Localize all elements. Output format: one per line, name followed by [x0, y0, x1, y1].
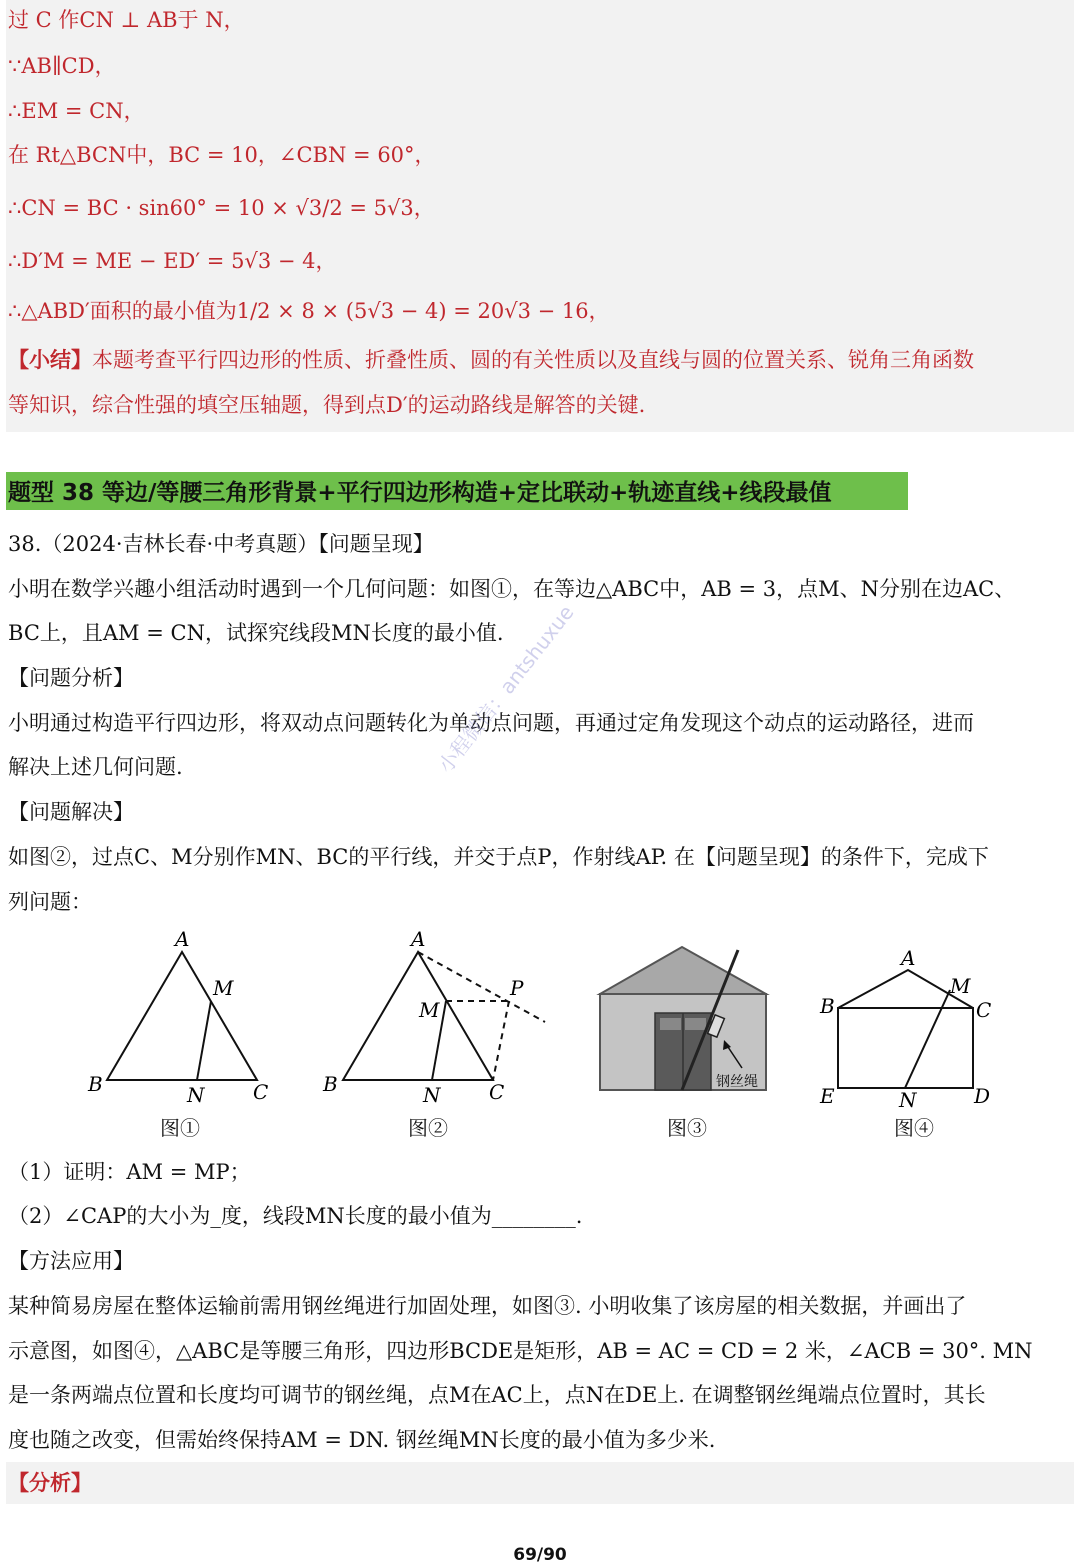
fig1-label-a: A	[175, 927, 190, 951]
problem-line-1: 38.（2024·吉林长春·中考真题）【问题呈现】	[8, 532, 434, 556]
problem-line-5: 小明通过构造平行四边形，将双动点问题转化为单动点问题，再通过定角发现这个动点的运动路径，进而	[8, 711, 974, 735]
fig4-label-n: N	[899, 1088, 917, 1112]
fig4-caption: 图④	[894, 1116, 934, 1140]
fig4-label-b: B	[820, 994, 835, 1018]
fig2-caption: 图②	[408, 1116, 448, 1140]
fig1-label-n: N	[187, 1083, 205, 1107]
fig1-label-c: C	[253, 1080, 269, 1104]
solution-line-5: ∴CN = BC · sin60° = 10 × √3/2 = 5√3，	[8, 196, 435, 220]
fig2-triangle	[343, 952, 493, 1080]
question-line-1: （1）证明：AM = MP；	[8, 1160, 251, 1184]
door-window-left	[660, 1018, 681, 1030]
fig1-label-m: M	[213, 976, 234, 1000]
problem-line-9: 列问题：	[8, 890, 92, 914]
fig4-label-c: C	[976, 998, 992, 1022]
problem-line-2: 小明在数学兴趣小组活动时遇到一个几何问题：如图①，在等边△ABC中，AB = 3，点M、N分别在边AC、	[8, 577, 1016, 601]
summary-line-1	[8, 344, 974, 374]
problem-line-7: 【问题解决】	[8, 800, 134, 824]
solution-line-4: 在 Rt△BCN中，BC = 10，∠CBN = 60°，	[8, 143, 436, 167]
solution-line-2: ∵AB∥CD，	[8, 54, 116, 78]
fig1-triangle	[107, 952, 257, 1080]
problem-line-8: 如图②，过点C、M分别作MN、BC的平行线，并交于点P，作射线AP. 在【问题呈现】的条件下，完成下	[8, 845, 989, 869]
summary-text-1: 本题考查平行四边形的性质、折叠性质、圆的有关性质以及直线与圆的位置关系、锐角三角函数	[92, 348, 974, 372]
fig2-label-c: C	[489, 1080, 505, 1104]
door-window-right	[685, 1018, 706, 1030]
fig4-segment-mn	[905, 990, 950, 1088]
problem-line-6: 解决上述几何问题.	[8, 755, 183, 779]
analysis-label: 【分析】	[8, 1470, 92, 1495]
fig2-segment-cp	[493, 1001, 509, 1080]
question-line-3: 【方法应用】	[8, 1249, 134, 1273]
summary-line-2: 等知识，综合性强的填空压轴题，得到点D′的运动路线是解答的关键.	[8, 393, 646, 417]
fig2-label-m: M	[419, 998, 440, 1022]
solution-line-3: ∴EM = CN，	[8, 99, 145, 123]
problem-line-3: BC上，且AM = CN，试探究线段MN长度的最小值.	[8, 621, 504, 645]
fig3-wire-label: 钢丝绳	[716, 1074, 758, 1090]
fig4-rectangle	[838, 1008, 973, 1088]
question-line-2: （2）∠CAP的大小为_度，线段MN长度的最小值为________.	[8, 1204, 583, 1228]
solution-line-1: 过 C 作CN ⊥ AB于 N，	[8, 8, 245, 32]
figure-2	[343, 952, 545, 1080]
question-line-7: 度也随之改变，但需始终保持AM = DN. 钢丝绳MN长度的最小值为多少米.	[8, 1428, 716, 1452]
analysis-box	[6, 1462, 1074, 1504]
fig1-segment-mn	[197, 1001, 211, 1080]
fig2-label-p: P	[510, 976, 524, 1000]
fig1-label-b: B	[88, 1072, 103, 1096]
section-heading: 题型 38 等边/等腰三角形背景+平行四边形构造+定比联动+轨迹直线+线段最值	[8, 480, 832, 506]
fig2-label-n: N	[423, 1083, 441, 1107]
fig4-label-e: E	[820, 1084, 835, 1108]
fig4-label-d: D	[974, 1084, 991, 1108]
house-roof	[600, 947, 766, 994]
question-line-5: 示意图，如图④，△ABC是等腰三角形，四边形BCDE是矩形，AB = AC = CD = 2 米，∠ACB = 30°. MN	[8, 1339, 1033, 1363]
fig4-label-a: A	[901, 946, 916, 970]
question-line-4: 某种简易房屋在整体运输前需用钢丝绳进行加固处理，如图③. 小明收集了该房屋的相关数据，并画出了	[8, 1294, 967, 1318]
page-number: 69/90	[513, 1545, 567, 1565]
figure-1	[107, 952, 257, 1080]
fig1-caption: 图①	[160, 1116, 200, 1140]
question-line-6: 是一条两端点位置和长度均可调节的钢丝绳，点M在AC上，点N在DE上. 在调整钢丝绳端点位置时，其长	[8, 1383, 986, 1407]
figure-3-house	[600, 947, 766, 1090]
fig2-label-b: B	[323, 1072, 338, 1096]
problem-line-4: 【问题分析】	[8, 666, 134, 690]
solution-line-6: ∴D′M = ME − ED′ = 5√3 − 4，	[8, 249, 337, 273]
fig2-label-a: A	[411, 927, 426, 951]
watermark: 小程微信：antshuxue	[433, 600, 579, 778]
fig4-label-m: M	[950, 974, 971, 998]
solution-line-7: ∴△ABD′面积的最小值为1/2 × 8 × (5√3 − 4) = 20√3 − 16，	[8, 299, 610, 323]
summary-label: 【小结】	[8, 347, 92, 372]
fig3-caption: 图③	[667, 1116, 707, 1140]
